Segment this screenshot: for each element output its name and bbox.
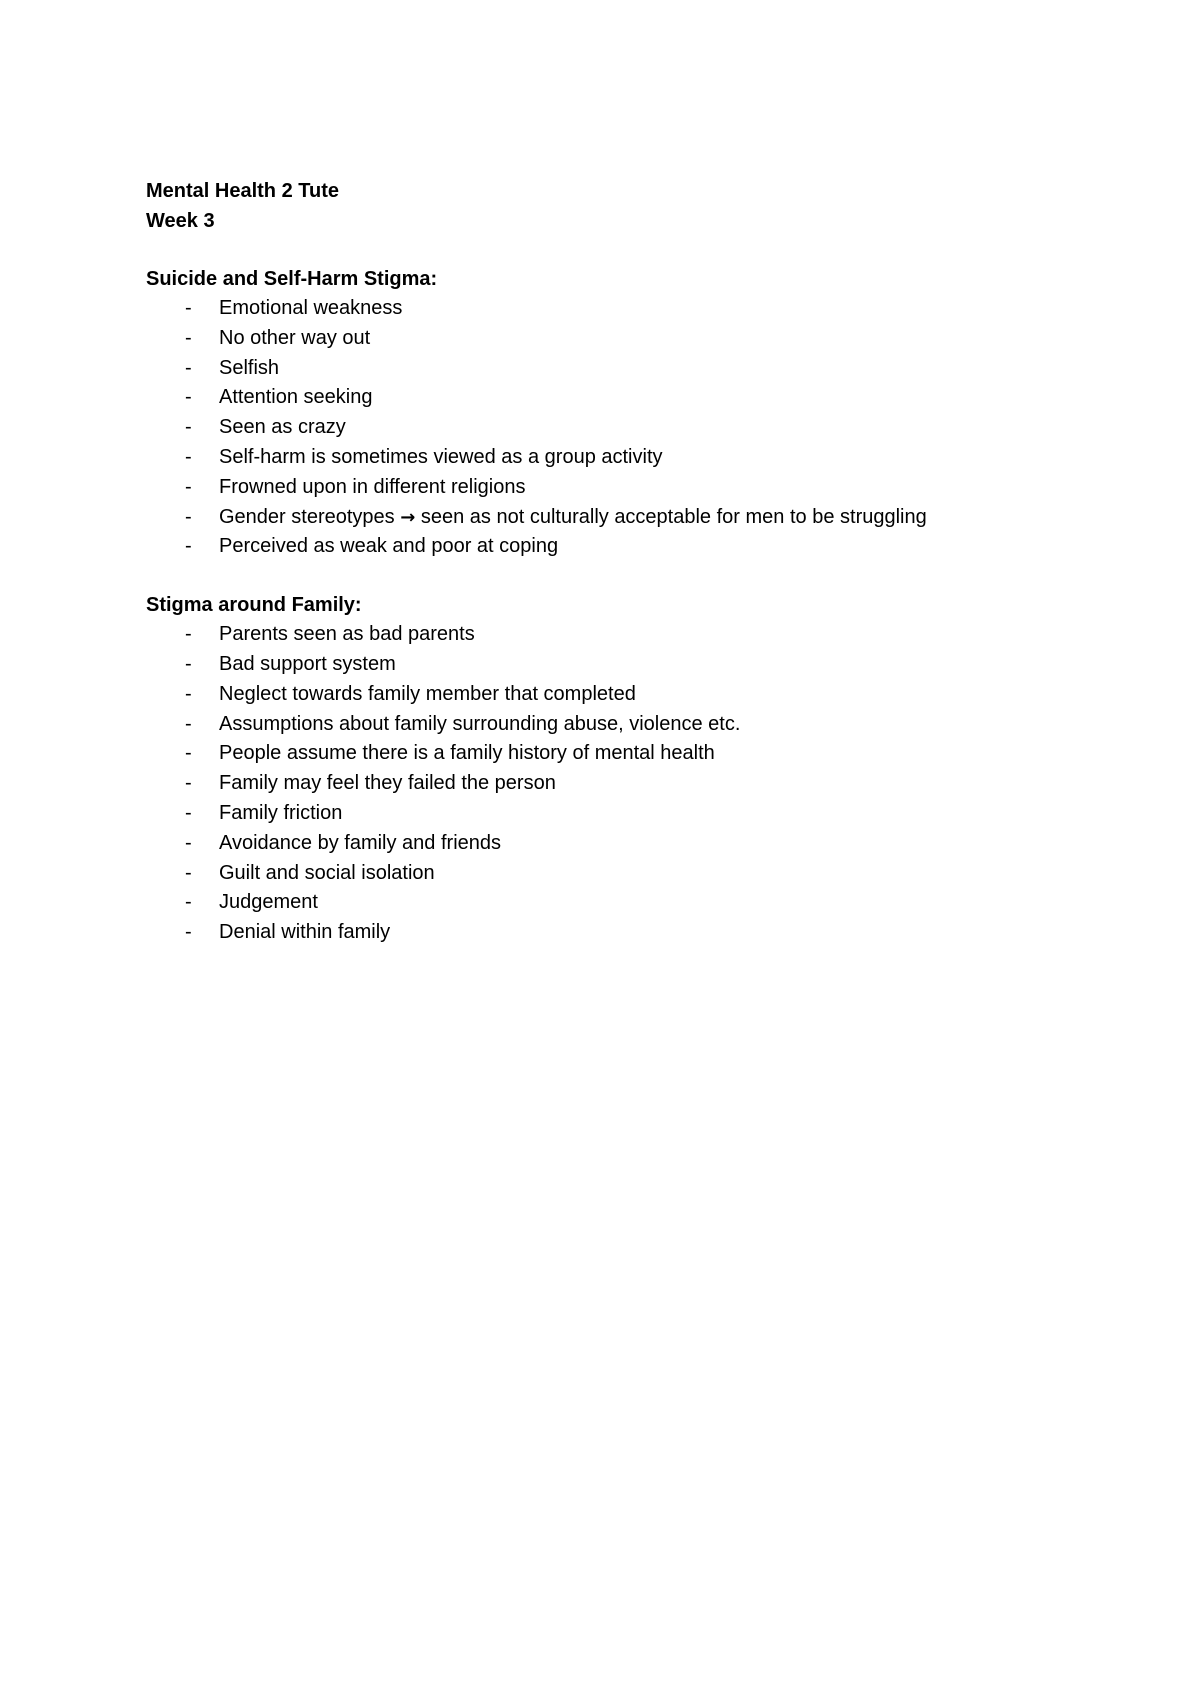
list-item: - People assume there is a family history of mental health xyxy=(146,739,1106,769)
list-item: - Emotional weakness xyxy=(146,294,1106,324)
list-item: - Denial within family xyxy=(146,918,1106,948)
list-item: - Perceived as weak and poor at coping xyxy=(146,532,1106,562)
bullet-dash: - xyxy=(185,386,192,409)
list-item: - Guilt and social isolation xyxy=(146,859,1106,889)
list-item: - Assumptions about family surrounding abuse, violence etc. xyxy=(146,710,1106,740)
bullet-dash: - xyxy=(185,861,192,884)
list-item: - Selfish xyxy=(146,354,1106,384)
bullet-dash: - xyxy=(185,416,192,439)
bullet-dash: - xyxy=(185,891,192,914)
bullet-dash: - xyxy=(185,652,192,675)
list-item: - Judgement xyxy=(146,888,1106,918)
list-item: - Seen as crazy xyxy=(146,413,1106,443)
bullet-list xyxy=(146,294,1106,562)
list-item: - Avoidance by family and friends xyxy=(146,829,1106,859)
bullet-dash: - xyxy=(185,921,192,944)
document-subtitle: Week 3 xyxy=(146,210,215,232)
bullet-dash: - xyxy=(185,712,192,735)
list-item: - Family may feel they failed the person xyxy=(146,769,1106,799)
bullet-dash: - xyxy=(185,623,192,646)
document-title: Mental Health 2 Tute xyxy=(146,180,339,202)
list-item: - Self-harm is sometimes viewed as a group activity xyxy=(146,443,1106,473)
bullet-dash: - xyxy=(185,505,192,528)
bullet-dash: - xyxy=(185,831,192,854)
bullet-dash: - xyxy=(185,326,192,349)
bullet-dash: - xyxy=(185,445,192,468)
list-item: - Frowned upon in different religions xyxy=(146,473,1106,503)
section-family-stigma xyxy=(146,590,1106,948)
bullet-dash: - xyxy=(185,772,192,795)
section-heading: Suicide and Self-Harm Stigma: xyxy=(146,268,438,290)
list-item: - Neglect towards family member that completed xyxy=(146,680,1106,710)
document-page xyxy=(146,176,1106,948)
list-item: - Bad support system xyxy=(146,650,1106,680)
right-arrow-icon: → xyxy=(400,506,416,528)
list-item: - Family friction xyxy=(146,799,1106,829)
bullet-dash: - xyxy=(185,356,192,379)
bullet-dash: - xyxy=(185,475,192,498)
section-suicide-self-harm xyxy=(146,264,1106,562)
section-heading: Stigma around Family: xyxy=(146,594,362,617)
list-item: - Attention seeking xyxy=(146,383,1106,413)
list-item: - Parents seen as bad parents xyxy=(146,620,1106,650)
bullet-dash: - xyxy=(185,682,192,705)
bullet-dash: - xyxy=(185,535,192,558)
bullet-dash: - xyxy=(185,297,192,319)
bullet-list xyxy=(146,620,1106,948)
list-item: - No other way out xyxy=(146,324,1106,354)
list-item: - Gender stereotypes → seen as not culturally acceptable for men to be struggling xyxy=(146,503,1106,533)
bullet-dash: - xyxy=(185,742,192,765)
bullet-dash: - xyxy=(185,801,192,824)
